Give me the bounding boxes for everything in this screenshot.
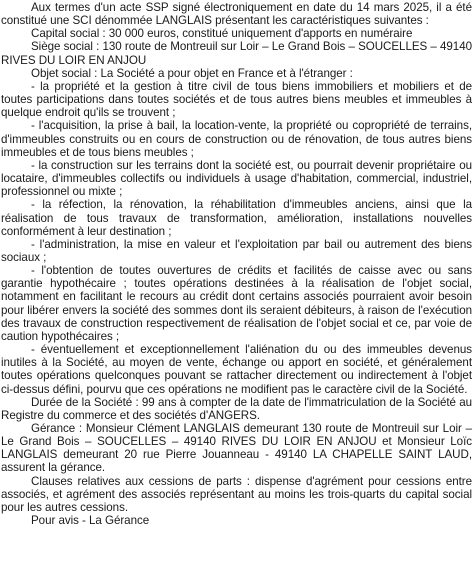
management-paragraph: Gérance : Monsieur Clément LANGLAIS demeurant 130 route de Montreuil sur Loir – Le Grand Bois – SOUCELLES – 49140 RIVES DU LOIR EN ANJOU et Monsieur Loïc LANGLAIS demeurant 20 rue Pierre Jouanneau - 49140 LA CHAPELLE SAINT LAUD, assurent la gérance. xyxy=(1,422,472,475)
purpose-heading-paragraph: Objet social : La Société a pour objet en France et à l'étranger : xyxy=(31,66,353,80)
purpose-item-acquisition: - l'acquisition, la prise à bail, la location-vente, la propriété ou copropriété de terrains, d'immeubles construits ou en cours de construction ou de rénovation, de tous autres biens immeubles et de tous biens meubles ; xyxy=(1,119,472,159)
duration-paragraph: Durée de la Société : 99 ans à compter de la date de l'immatriculation de la Société au Registre du commerce et des sociétés d'ANGERS. xyxy=(1,395,472,422)
purpose-item-renovation: - la réfection, la rénovation, la réhabilitation d'immeubles anciens, ainsi que la réalisation de tous travaux de transformation, amélioration, installations nouvelles conformément à leur destination ; xyxy=(1,198,472,238)
registered-office-paragraph: Siège social : 130 route de Montreuil sur Loir – Le Grand Bois – SOUCELLES – 49140 RIVES DU LOIR EN ANJOU xyxy=(1,40,472,67)
capital-paragraph: Capital social : 30 000 euros, constitué uniquement d'apports en numéraire xyxy=(31,27,413,41)
purpose-item-administration: - l'administration, la mise en valeur et l'exploitation par bail ou autrement des biens sociaux ; xyxy=(1,237,472,264)
share-transfer-paragraph: Clauses relatives aux cessions de parts : dispense d'agrément pour cessions entre associés, et agrément des associés représentant au moins les trois-quarts du capital social pour les autres cessions. xyxy=(1,474,472,514)
signature-paragraph: Pour avis - La Gérance xyxy=(31,514,150,528)
purpose-item-alienation: - éventuellement et exceptionnellement l'aliénation du ou des immeubles devenus inutiles à la Société, au moyen de vente, échange ou apport en société, et généralement toutes opérations quelconques pouvant se rattacher directement ou indirectement à l'objet ci-dessus défini, pourvu que ces opérations ne modifient pas le caractère civil de la Société. xyxy=(1,343,472,396)
purpose-item-construction: - la construction sur les terrains dont la société est, ou pourrait devenir propriétaire ou locataire, d'immeubles collectifs ou individuels à usage d'habitation, commercial, industriel, professionnel ou mixte ; xyxy=(1,158,472,199)
intro-paragraph: Aux termes d'un acte SSP signé électroniquement en date du 14 mars 2025, il a été constitué une SCI dénommée LANGLAIS présentant les caractéristiques suivantes : xyxy=(1,1,472,28)
purpose-item-property: - la propriété et la gestion à titre civil de tous biens immobiliers et mobiliers et de toutes participations dans toutes sociétés et de tous autres biens meubles et immeubles à quelque endroit qu'ils se trouvent ; xyxy=(1,79,472,120)
purpose-item-credit: - l'obtention de toutes ouvertures de crédits et facilités de caisse avec ou sans garantie hypothécaire ; toutes opérations destinées à la réalisation de l'objet social, notamment en facilitant le recours au crédit dont certains associés pourraient avoir besoin pour libérer envers la société des sommes dont ils seraient débiteurs, à raison de l'exécution des travaux de construction respectivement de réalisation de l'objet social et ce, par voie de caution hypothécaires ; xyxy=(1,264,472,343)
